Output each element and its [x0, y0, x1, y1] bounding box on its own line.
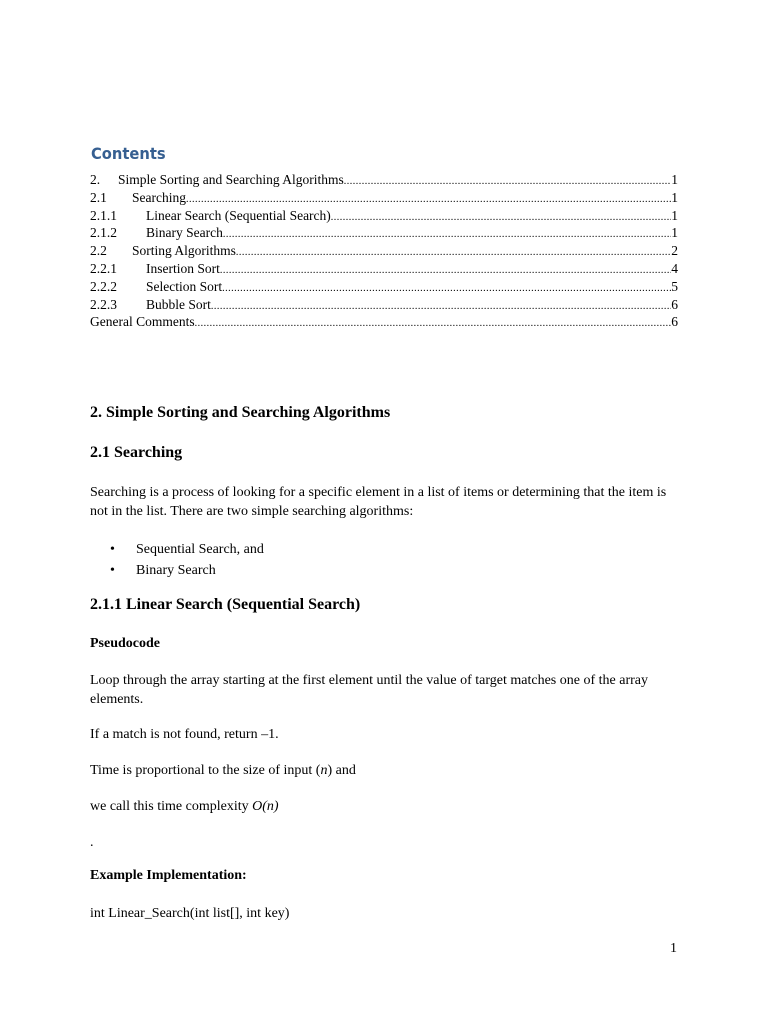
toc-entry-page: 1 — [671, 172, 678, 187]
toc-entry-number: 2.1 — [90, 189, 107, 205]
page-number: 1 — [670, 941, 677, 956]
toc-entry-label: Searching — [132, 189, 186, 205]
toc-entry[interactable] — [90, 260, 678, 278]
toc-leader-dots — [211, 298, 671, 315]
list-item-text: Sequential Search, and — [136, 542, 264, 557]
toc-entry-page: 1 — [671, 189, 678, 205]
toc-entry-page: 4 — [671, 260, 678, 276]
section-heading-2-1: 2.1 Searching — [90, 444, 183, 461]
code-line: int Linear_Search(int list[], int key) — [90, 906, 290, 921]
toc-entry-number: 2.2.2 — [90, 278, 117, 294]
toc-entry-label: Linear Search (Sequential Search) — [146, 207, 331, 223]
list-item — [110, 539, 264, 560]
contents-title: Contents — [91, 144, 166, 163]
toc-entry-number: 2.2.3 — [90, 296, 117, 312]
toc-entry-label: Selection Sort — [146, 278, 223, 294]
list-item — [110, 560, 264, 581]
toc-entry-label: Bubble Sort — [146, 296, 211, 312]
toc-entry[interactable] — [90, 171, 678, 189]
toc-entry[interactable] — [90, 313, 678, 331]
section-heading-2-1-1: 2.1.1 Linear Search (Sequential Search) — [90, 596, 361, 613]
list-item-text: Binary Search — [136, 563, 216, 578]
bullet-icon: • — [110, 563, 115, 578]
complexity-value: O(n) — [252, 799, 279, 814]
input-size-variable: n — [320, 763, 328, 778]
toc-entry[interactable] — [90, 296, 678, 314]
toc-leader-dots — [195, 315, 672, 332]
toc-entry-number: 2.1.1 — [90, 207, 117, 223]
toc-entry-label: Insertion Sort — [146, 260, 220, 276]
toc-leader-dots — [186, 191, 671, 208]
toc-leader-dots — [344, 173, 672, 190]
pseudocode-paragraph: Loop through the array starting at the first element until the value of target matches one of the array elements. — [90, 673, 648, 707]
time-complexity-paragraph — [90, 797, 680, 816]
toc-entry-page: 1 — [671, 225, 678, 241]
toc-leader-dots — [222, 280, 671, 297]
toc-entry-number: 2.1.2 — [90, 225, 117, 241]
toc-entry-page: 6 — [671, 296, 678, 312]
toc-leader-dots — [223, 226, 671, 243]
example-implementation-heading: Example Implementation: — [90, 868, 247, 883]
table-of-contents — [90, 171, 678, 331]
toc-entry[interactable] — [90, 207, 678, 225]
toc-entry[interactable] — [90, 278, 678, 296]
dot-line: . — [90, 835, 94, 850]
toc-entry[interactable] — [90, 224, 678, 242]
searching-intro-paragraph: Searching is a process of looking for a specific element in a list of items or determining that the item is not in the list. There are two simple searching algorithms: — [90, 485, 667, 519]
toc-leader-dots — [331, 209, 671, 226]
toc-leader-dots — [220, 262, 671, 279]
toc-entry-page: 1 — [671, 207, 678, 223]
pseudocode-heading: Pseudocode — [90, 636, 160, 651]
toc-entry-page: 5 — [671, 278, 678, 294]
bullet-icon: • — [110, 542, 115, 557]
toc-leader-dots — [236, 244, 671, 261]
section-heading-2: 2. Simple Sorting and Searching Algorithms — [90, 404, 391, 421]
toc-entry[interactable] — [90, 242, 678, 260]
not-found-paragraph: If a match is not found, return –1. — [90, 727, 279, 742]
toc-entry-number: 2. — [90, 172, 101, 187]
toc-entry-label: General Comments — [90, 314, 195, 330]
time-proportional-paragraph — [90, 761, 680, 780]
toc-entry-number: 2.2.1 — [90, 260, 117, 276]
toc-entry-label: Simple Sorting and Searching Algorithms — [118, 172, 344, 187]
toc-entry-label: Binary Search — [146, 225, 223, 241]
toc-entry-number: 2.2 — [90, 243, 107, 259]
time-text-prefix: Time is proportional to the size of input ( — [90, 763, 321, 778]
time-text-suffix: ) and — [327, 763, 356, 778]
toc-entry-page: 2 — [671, 243, 678, 259]
search-algorithms-list — [110, 539, 264, 581]
toc-entry-label: Sorting Algorithms — [132, 243, 236, 259]
complexity-text-prefix: we call this time complexity — [90, 799, 253, 814]
toc-entry-page: 6 — [671, 314, 678, 330]
toc-entry[interactable] — [90, 189, 678, 207]
